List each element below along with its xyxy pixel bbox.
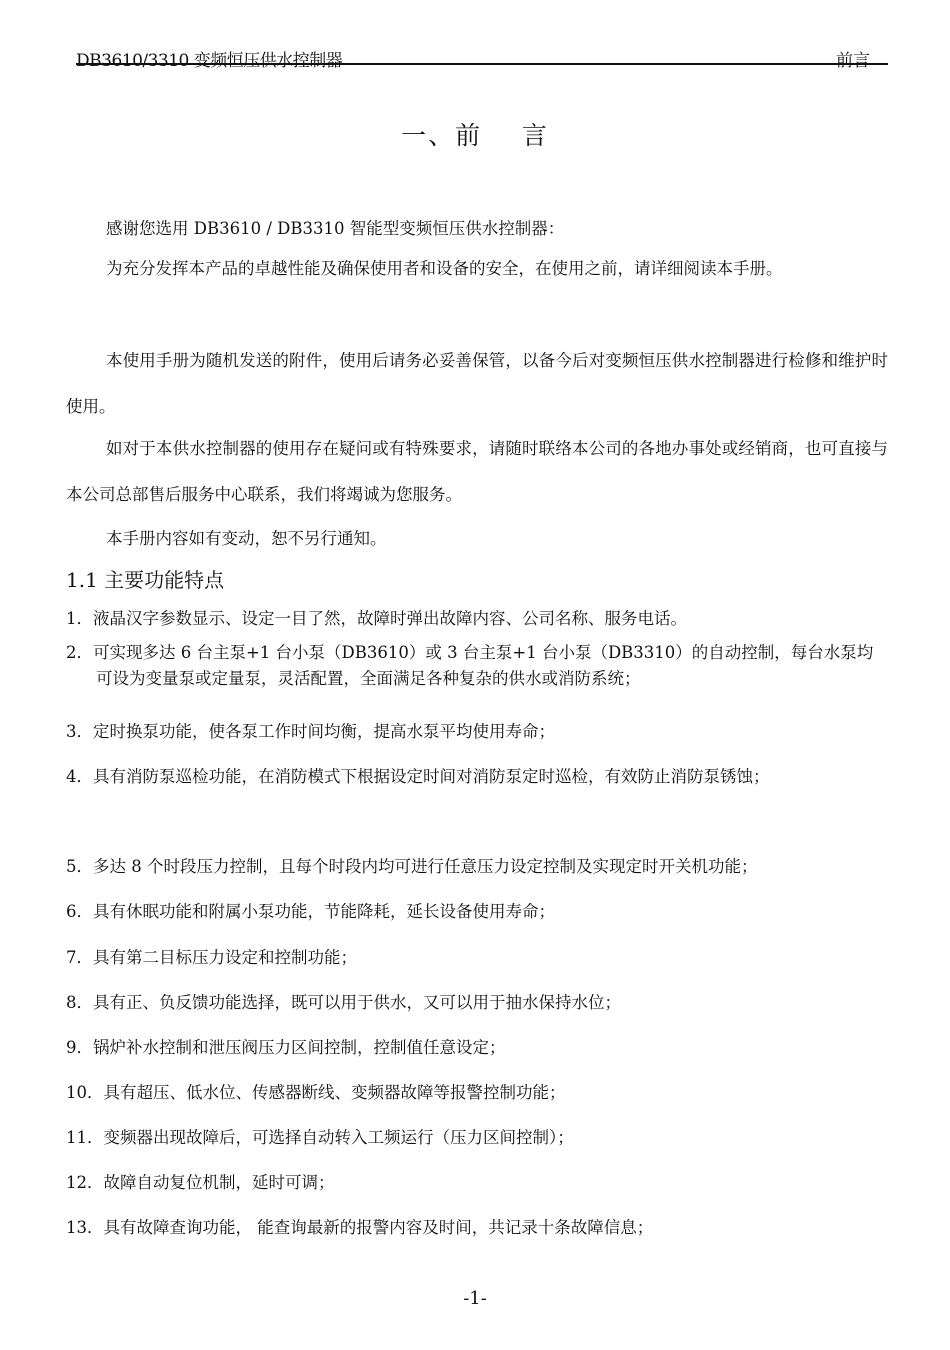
header-title: DB3610/3310 变频恒压供水控制器 xyxy=(76,51,343,71)
intro-paragraph-5: 本手册内容如有变动，恕不另行通知。 xyxy=(106,529,387,548)
feature-item: 4．具有消防泵巡检功能，在消防模式下根据设定时间对消防泵定时巡检，有效防止消防泵锈蚀； xyxy=(66,767,770,786)
feature-item: 1．液晶汉字参数显示、设定一目了然，故障时弹出故障内容、公司名称、服务电话。 xyxy=(66,609,687,628)
feature-item: 7．具有第二目标压力设定和控制功能； xyxy=(66,948,357,967)
feature-item: 12．故障自动复位机制，延时可调； xyxy=(66,1173,335,1192)
feature-item: 13．具有故障查询功能， 能查询最新的报警内容及时间，共记录十条故障信息； xyxy=(66,1218,654,1237)
page-number: -1- xyxy=(463,1288,487,1309)
feature-item: 3．定时换泵功能，使各泵工作时间均衡，提高水泵平均使用寿命； xyxy=(66,722,555,741)
intro-paragraph-4: 如对于本供水控制器的使用存在疑问或有特殊要求，请随时联络本公司的各地办事处或经销商，也可直接与本公司总部售后服务中心联系，我们将竭诚为您服务。 xyxy=(66,439,888,504)
intro-paragraph-2: 为充分发挥本产品的卓越性能及确保使用者和设备的安全，在使用之前，请详细阅读本手册。 xyxy=(106,259,783,278)
intro-paragraph-3: 本使用手册为随机发送的附件，使用后请务必妥善保管，以备今后对变频恒压供水控制器进行检修和维护时使用。 xyxy=(66,351,888,416)
feature-item: 5．多达 8 个时段压力控制，且每个时段内均可进行任意压力设定控制及实现定时开关机功能； xyxy=(66,857,758,876)
section-heading: 1.1 主要功能特点 xyxy=(66,568,225,592)
header-divider xyxy=(76,63,888,65)
feature-item: 10．具有超压、低水位、传感器断线、变频器故障等报警控制功能； xyxy=(66,1083,566,1102)
feature-item: 6．具有休眠功能和附属小泵功能，节能降耗，延长设备使用寿命； xyxy=(66,902,555,921)
intro-paragraph-1: 感谢您选用 DB3610 / DB3310 智能型变频恒压供水控制器： xyxy=(106,219,565,238)
feature-item: 8．具有正、负反馈功能选择，既可以用于供水，又可以用于抽水保持水位； xyxy=(66,993,621,1012)
feature-item: 11．变频器出现故障后，可选择自动转入工频运行（压力区间控制）； xyxy=(66,1128,574,1147)
header-section: 前言 xyxy=(836,51,870,71)
feature-item: 2．可实现多达 6 台主泵+1 台小泵（DB3610）或 3 台主泵+1 台小泵（DB3310）的自动控制，每台水泵均可设为变量泵或定量泵，灵活配置，全面满足各种复杂的供水或消防系统； xyxy=(66,643,874,688)
page-title: 一、前 言 xyxy=(401,121,549,150)
feature-item: 9．锅炉补水控制和泄压阀压力区间控制，控制值任意设定； xyxy=(66,1038,506,1057)
